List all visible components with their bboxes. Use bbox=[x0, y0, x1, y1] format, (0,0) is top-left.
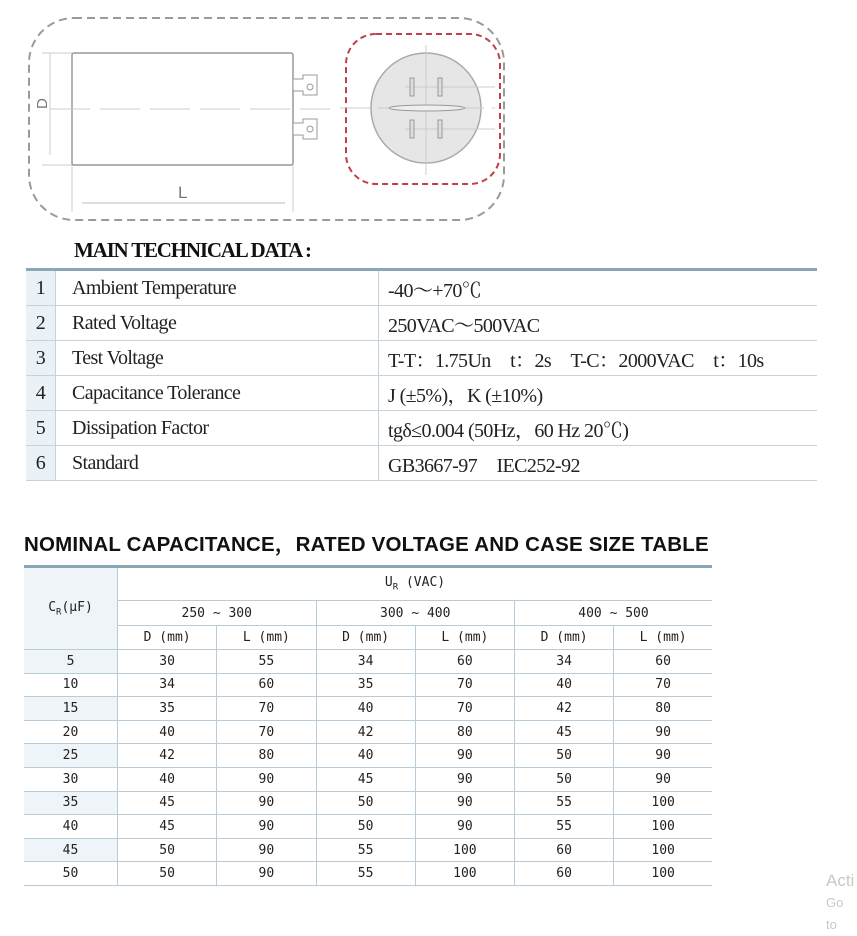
row-number: 6 bbox=[26, 446, 56, 481]
tech-data-row bbox=[26, 270, 817, 306]
length-value: 90 bbox=[415, 791, 514, 815]
diameter-value: 50 bbox=[515, 744, 614, 768]
l-header: L (mm) bbox=[217, 626, 316, 650]
row-number: 2 bbox=[26, 306, 56, 341]
row-number: 1 bbox=[26, 270, 56, 306]
length-value: 60 bbox=[415, 650, 514, 674]
length-value: 70 bbox=[415, 697, 514, 721]
tech-data-row bbox=[26, 446, 817, 481]
capacitance-row bbox=[24, 673, 712, 697]
diameter-value: 35 bbox=[316, 673, 415, 697]
parameter-name: Rated Voltage bbox=[56, 306, 379, 341]
tech-data-row bbox=[26, 411, 817, 446]
length-value: 90 bbox=[415, 744, 514, 768]
length-value: 100 bbox=[614, 862, 712, 886]
length-value: 100 bbox=[614, 815, 712, 839]
length-value: 80 bbox=[614, 697, 712, 721]
length-value: 90 bbox=[614, 767, 712, 791]
diameter-value: 50 bbox=[515, 767, 614, 791]
diameter-value: 42 bbox=[316, 720, 415, 744]
parameter-value: GB3667-97 IEC252-92 bbox=[379, 446, 818, 481]
parameter-name: Test Voltage bbox=[56, 341, 379, 376]
parameter-value: 250VAC～500VAC bbox=[379, 306, 818, 341]
diameter-value: 45 bbox=[316, 767, 415, 791]
cr-header: $C_R(\mu F)$ bbox=[24, 567, 118, 650]
diameter-value: 34 bbox=[515, 650, 614, 674]
diameter-value: 42 bbox=[515, 697, 614, 721]
diameter-value: 35 bbox=[118, 697, 217, 721]
diameter-value: 30 bbox=[118, 650, 217, 674]
diameter-value: 55 bbox=[316, 838, 415, 862]
parameter-name: Standard bbox=[56, 446, 379, 481]
tech-data-row bbox=[26, 341, 817, 376]
range-header: 250 ~ 300 bbox=[118, 601, 317, 626]
capacitance-value: 15 bbox=[24, 697, 118, 721]
capacitance-value: 45 bbox=[24, 838, 118, 862]
length-value: 80 bbox=[217, 744, 316, 768]
range-header: 300 ~ 400 bbox=[316, 601, 515, 626]
watermark-line-1: Acti bbox=[826, 871, 855, 890]
tech-data-row bbox=[26, 376, 817, 411]
capacitor-dimension-diagram bbox=[0, 0, 530, 230]
main-technical-data-heading: MAIN TECHNICAL DATA : bbox=[74, 238, 311, 262]
length-value: 100 bbox=[415, 862, 514, 886]
case-size-table-heading: NOMINAL CAPACITANCE，RATED VOLTAGE AND CASE SIZE TABLE bbox=[24, 533, 709, 556]
diameter-value: 40 bbox=[118, 720, 217, 744]
length-value: 90 bbox=[614, 720, 712, 744]
length-value: 90 bbox=[415, 815, 514, 839]
diameter-value: 50 bbox=[118, 862, 217, 886]
dimension-d-label: D bbox=[34, 98, 51, 109]
diameter-value: 40 bbox=[316, 697, 415, 721]
length-value: 70 bbox=[614, 673, 712, 697]
diameter-value: 34 bbox=[118, 673, 217, 697]
capacitance-row bbox=[24, 862, 712, 886]
capacitance-row bbox=[24, 720, 712, 744]
length-value: 90 bbox=[217, 862, 316, 886]
length-value: 60 bbox=[614, 650, 712, 674]
diameter-value: 40 bbox=[316, 744, 415, 768]
range-header: 400 ~ 500 bbox=[515, 601, 713, 626]
length-value: 55 bbox=[217, 650, 316, 674]
diameter-value: 60 bbox=[515, 838, 614, 862]
diameter-value: 55 bbox=[515, 815, 614, 839]
diameter-value: 45 bbox=[118, 815, 217, 839]
diameter-value: 50 bbox=[316, 791, 415, 815]
length-value: 70 bbox=[415, 673, 514, 697]
length-value: 100 bbox=[415, 838, 514, 862]
diameter-value: 42 bbox=[118, 744, 217, 768]
ur-header: $U_R$ (VAC) bbox=[118, 567, 713, 601]
parameter-name: Capacitance Tolerance bbox=[56, 376, 379, 411]
length-value: 100 bbox=[614, 791, 712, 815]
parameter-value: J (±5%)，K (±10%) bbox=[379, 376, 818, 411]
case-size-table bbox=[24, 565, 712, 886]
diameter-value: 40 bbox=[118, 767, 217, 791]
capacitance-row bbox=[24, 744, 712, 768]
parameter-value: -40～+70℃ bbox=[379, 270, 818, 306]
diameter-value: 55 bbox=[515, 791, 614, 815]
length-value: 90 bbox=[614, 744, 712, 768]
diameter-value: 34 bbox=[316, 650, 415, 674]
length-value: 70 bbox=[217, 697, 316, 721]
capacitance-value: 5 bbox=[24, 650, 118, 674]
capacitance-row bbox=[24, 650, 712, 674]
l-header: L (mm) bbox=[614, 626, 712, 650]
length-value: 70 bbox=[217, 720, 316, 744]
tech-data-row bbox=[26, 306, 817, 341]
diameter-value: 55 bbox=[316, 862, 415, 886]
length-value: 90 bbox=[217, 815, 316, 839]
capacitance-row bbox=[24, 767, 712, 791]
parameter-value: tgδ≤0.004 (50Hz，60 Hz 20℃) bbox=[379, 411, 818, 446]
length-value: 90 bbox=[217, 838, 316, 862]
capacitance-row bbox=[24, 791, 712, 815]
watermark-line-2: Go to bbox=[826, 895, 844, 932]
capacitance-value: 35 bbox=[24, 791, 118, 815]
length-value: 90 bbox=[217, 791, 316, 815]
diameter-value: 50 bbox=[316, 815, 415, 839]
capacitance-value: 25 bbox=[24, 744, 118, 768]
capacitance-value: 20 bbox=[24, 720, 118, 744]
diameter-value: 45 bbox=[118, 791, 217, 815]
capacitance-row bbox=[24, 838, 712, 862]
capacitance-value: 40 bbox=[24, 815, 118, 839]
length-value: 60 bbox=[217, 673, 316, 697]
l-header: L (mm) bbox=[415, 626, 514, 650]
diameter-value: 40 bbox=[515, 673, 614, 697]
capacitance-value: 10 bbox=[24, 673, 118, 697]
length-value: 90 bbox=[415, 767, 514, 791]
d-header: D (mm) bbox=[515, 626, 614, 650]
diameter-value: 60 bbox=[515, 862, 614, 886]
length-value: 90 bbox=[217, 767, 316, 791]
technical-data-table bbox=[26, 268, 817, 481]
d-header: D (mm) bbox=[316, 626, 415, 650]
dimension-l-label: L bbox=[178, 183, 188, 202]
parameter-name: Ambient Temperature bbox=[56, 270, 379, 306]
capacitance-value: 30 bbox=[24, 767, 118, 791]
capacitance-value: 50 bbox=[24, 862, 118, 886]
row-number: 3 bbox=[26, 341, 56, 376]
row-number: 5 bbox=[26, 411, 56, 446]
parameter-name: Dissipation Factor bbox=[56, 411, 379, 446]
length-value: 100 bbox=[614, 838, 712, 862]
windows-activation-watermark bbox=[826, 870, 857, 936]
diameter-value: 50 bbox=[118, 838, 217, 862]
capacitance-row bbox=[24, 815, 712, 839]
parameter-value: T-T：1.75Un t：2s T-C：2000VAC t：10s bbox=[379, 341, 818, 376]
row-number: 4 bbox=[26, 376, 56, 411]
d-header: D (mm) bbox=[118, 626, 217, 650]
diameter-value: 45 bbox=[515, 720, 614, 744]
capacitance-row bbox=[24, 697, 712, 721]
length-value: 80 bbox=[415, 720, 514, 744]
